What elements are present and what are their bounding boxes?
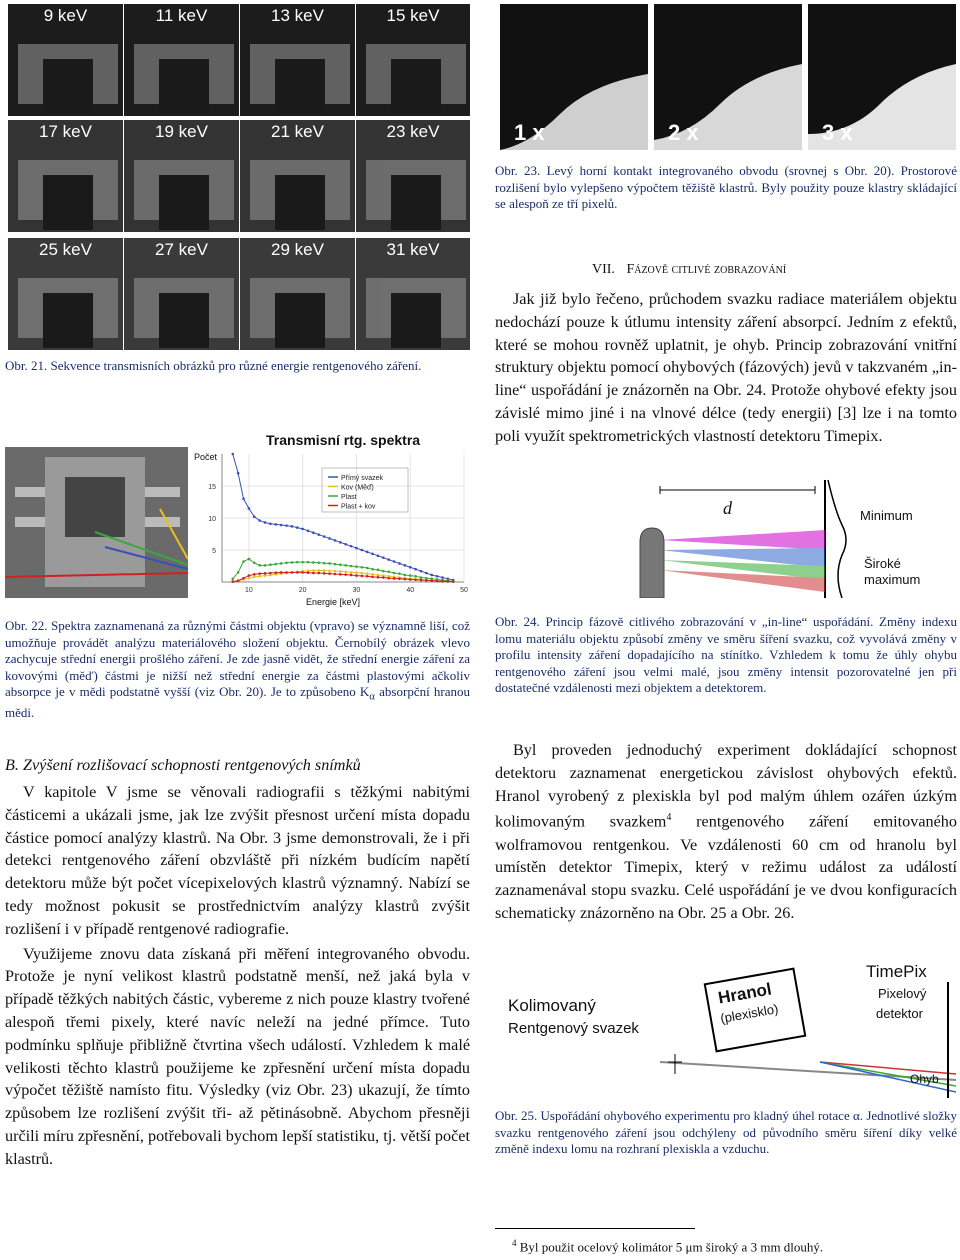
tile-label: 29 keV <box>271 240 324 259</box>
series-point <box>231 453 234 456</box>
series-point <box>404 578 407 581</box>
series-point <box>323 562 326 565</box>
series-point <box>387 570 390 573</box>
series-point <box>350 565 353 568</box>
series-point <box>393 572 396 575</box>
detector-label: detektor <box>876 1006 923 1021</box>
xray-beam-label: Rentgenový svazek <box>508 1020 639 1037</box>
series-point <box>269 572 272 575</box>
legend-label: Plast + kov <box>341 503 376 511</box>
series-point <box>366 575 369 578</box>
series-point <box>339 570 342 573</box>
series-point <box>361 566 364 569</box>
maximum-label-2: maximum <box>864 572 921 587</box>
series-line <box>233 454 453 580</box>
series-point <box>334 570 337 573</box>
experiment-paragraph <box>495 739 957 925</box>
series-point <box>377 554 380 557</box>
series-point <box>242 560 245 563</box>
series-point <box>312 561 315 564</box>
prism-label: Hranol <box>716 979 773 1008</box>
y-tick-label: 10 <box>208 516 216 523</box>
series-point <box>258 564 261 567</box>
series-point <box>398 578 401 581</box>
series-point <box>242 498 245 501</box>
timepix-label: TimePix <box>866 962 927 981</box>
series-point <box>334 573 337 576</box>
series-point <box>452 580 455 583</box>
experiment-text-b: rentgenového záření emitovaného wolframovou rentgenkou. Ve vzdálenosti 60 cm od hranolu byl umístěn detektor Timepix, který v režimu událost za událostí zaznamenával stopu svazku. Celé uspořádání je ve dvou konfiguracích schematicky znázorněno na Obr. 25 a Obr. 26. <box>495 812 957 922</box>
section-title: Fázově citlivé zobrazování <box>626 262 787 277</box>
series-point <box>318 562 321 565</box>
series-point <box>339 563 342 566</box>
series-point <box>339 573 342 576</box>
series-point <box>425 579 428 582</box>
series-point <box>404 574 407 577</box>
series-point <box>307 571 310 574</box>
resolution-label-2x: 2 x <box>668 120 699 145</box>
section-number: VII. <box>592 262 615 277</box>
series-point <box>312 531 315 534</box>
series-point <box>366 567 369 570</box>
legend-label: Kov (Měď) <box>341 484 374 492</box>
pixel-label: Pixelový <box>878 986 927 1001</box>
series-point <box>269 522 272 525</box>
tile-label: 25 keV <box>39 240 92 259</box>
fig21-caption: Obr. 21. Sekvence transmisních obrázků pro různé energie rentgenového záření. <box>5 358 422 373</box>
x-tick-label: 30 <box>352 587 361 594</box>
section-b-paragraph-1: V kapitole V jsme se věnovali radiografii s těžkými nabitými částicemi a ukázali jsme, jak lze zvýšit přesnost určení místa dopadu částice pomocí analýzy klastrů. Na Obr. 3 jsme demonstrovali, že i při detekci rentgenového záření obzvláště při nízkém budícím napětí detektoru může být počet vícepixelových klastrů významný. Nabízí se tedy možnost pokusit se prostřednictvím analýzy klastrů zvýšit rozlišení i v případě rentgenové radiografie. <box>5 783 470 938</box>
series-point <box>414 568 417 571</box>
series-point <box>328 562 331 565</box>
inline-diagram <box>620 470 956 598</box>
tile-label: 9 keV <box>43 6 88 25</box>
series-point <box>339 541 342 544</box>
series-point <box>285 571 288 574</box>
series-point <box>301 561 304 564</box>
series-point <box>382 576 385 579</box>
series-point <box>274 571 277 574</box>
series-point <box>409 566 412 569</box>
series-point <box>398 572 401 575</box>
series-point <box>430 574 433 577</box>
series-point <box>377 574 380 577</box>
series-point <box>371 553 374 556</box>
series-point <box>377 569 380 572</box>
fig25-caption <box>495 1108 957 1158</box>
series-point <box>393 577 396 580</box>
series-point <box>248 574 251 577</box>
series-point <box>280 571 283 574</box>
series-point <box>414 578 417 581</box>
series-point <box>414 575 417 578</box>
series-point <box>296 526 299 529</box>
series-point <box>361 572 364 575</box>
spectra-plot <box>188 430 470 612</box>
series-point <box>253 562 256 565</box>
footnote-ref: 4 <box>666 812 672 824</box>
series-point <box>350 571 353 574</box>
fig24-caption: Obr. 24. Princip fázově citlivého zobrazování v „in-line“ uspořádání. Změny indexu lomu materiálu objektu způsobí změny ve směru šíření svazku, což vyvolává změny v profilu intensity záření dopadajícího na stínítko. Vzhledem k tomu že úhly ohybu rentgenového záření jsou velmi malé, jsou změny intensit pozorovatelné jen při dostatečné vzdálenosti mezi objektem a detektorem. <box>495 614 957 695</box>
x-tick-label: 50 <box>460 587 468 594</box>
series-point <box>264 572 267 575</box>
series-point <box>248 558 251 561</box>
series-point <box>420 579 423 582</box>
footnote <box>512 1238 823 1255</box>
series-point <box>296 561 299 564</box>
experiment-text-a: Byl proveden jednoduchý experiment dokládající schopnost detektoru zaznamenat energetickou závislost ohybových efektů. Hranol vyrobený z plexiskla byl pod malým úhlem ozářen úzkým kolimovaným svazkem <box>495 741 957 831</box>
series-point <box>436 580 439 583</box>
series-point <box>355 571 358 574</box>
x-tick-label: 20 <box>298 587 307 594</box>
series-point <box>382 570 385 573</box>
legend-label: Přímý svazek <box>341 475 384 482</box>
series-point <box>264 574 267 577</box>
x-tick-label: 10 <box>244 587 253 594</box>
series-point <box>350 574 353 577</box>
x-tick-label: 40 <box>406 587 415 594</box>
tile-label: 31 keV <box>386 240 440 259</box>
maximum-label-1: Široké <box>864 556 901 571</box>
tile-label: 13 keV <box>271 6 324 25</box>
legend-label: Plast <box>341 494 357 501</box>
series-point <box>323 569 326 572</box>
series-point <box>301 528 304 531</box>
series-point <box>307 561 310 564</box>
diffraction-label: Ohyb <box>910 1072 939 1086</box>
series-point <box>430 579 433 582</box>
series-point <box>420 570 423 573</box>
series-point <box>366 572 369 575</box>
series-point <box>371 568 374 571</box>
series-point <box>318 533 321 536</box>
series-point <box>409 574 412 577</box>
series-point <box>280 524 283 527</box>
series-point <box>237 579 240 582</box>
series-point <box>344 570 347 573</box>
fig25-caption-alpha: α <box>852 1108 860 1123</box>
section-b-heading: B. Zvýšení rozlišovací schopnosti rentgenových snímků <box>5 756 361 774</box>
series-point <box>307 530 310 533</box>
series-point <box>355 565 358 568</box>
series-point <box>253 573 256 576</box>
fig22-caption-sub: α <box>369 690 375 703</box>
fig25-caption-a: Obr. 25. Uspořádání ohybového experimentu pro kladný úhel rotace <box>495 1108 853 1123</box>
series-point <box>366 551 369 554</box>
series-point <box>361 575 364 578</box>
series-point <box>291 525 294 528</box>
tile-label: 11 keV <box>155 6 208 25</box>
tile-label: 21 keV <box>271 122 324 141</box>
series-point <box>409 578 412 581</box>
series-point <box>269 563 272 566</box>
section-vii-paragraph: Jak již bylo řečeno, průchodem svazku radiace materiálem objektu nedochází pouze k útlumu intensity záření absorpcí. Jedním z efektů, které se mohou rovněž uplatnit, je ohyb. Princip zobrazování vnitřní struktury objektu pomocí ohybových (fázových) jevů v takzvaném „in-line“ uspořádání je znázorněn na Obr. 24. Protože ohybové efekty jsou závislé mimo jiné i na vlnové délce (tedy energii) [3] lze i na tomto poli využít spektrometrických vlastností detektoru Timepix. <box>495 290 957 445</box>
series-point <box>318 572 321 575</box>
series-point <box>291 571 294 574</box>
fig22-caption-prefix: Obr. 22. Spektra zaznamenaná za různými částmi objektu (vpravo) se významně liší, což umožňuje provádět analýzu materiálového složení objektu. Černobílý obrázek vlevo zachycuje střední energii prošlého záření. Je zde jasně vidět, že střední energie záření za kovovými (měď) částmi je nižší než střední energie za částmi plastovými ačkoliv absorpce je v mědi podstatně vyšší (viz Obr. 20). Je to způsobeno K <box>5 618 470 699</box>
fig23-caption: Obr. 23. Levý horní kontakt integrovaného obvodu (srovnej s Obr. 20). Prostorové rozlišení bylo vylepšeno výpočtem těžiště klastrů. Byly použity pouze klastry skládající se alespoň ze tří pixelů. <box>495 163 957 211</box>
plexiglass-label: (plexisklo) <box>719 1001 780 1026</box>
fig25-caption-b: . Jednotlivé složky svazku rentgenového záření jsou odchýleny od původního směru šíření díky velké změně indexu lomu na rozhraní plexiskla a vzduchu. <box>495 1108 957 1156</box>
tile-label: 23 keV <box>386 122 440 141</box>
resolution-label-1x: 1 x <box>514 120 545 145</box>
series-point <box>231 578 234 581</box>
series-point <box>274 523 277 526</box>
series-point <box>355 574 358 577</box>
series-point <box>248 577 251 580</box>
tile-label: 15 keV <box>386 6 440 25</box>
mean-energy-image <box>5 447 188 598</box>
series-point <box>447 580 450 583</box>
resolution-images <box>500 4 956 150</box>
series-point <box>382 556 385 559</box>
tile-label: 17 keV <box>39 122 92 141</box>
series-point <box>328 537 331 540</box>
spectra-chart <box>188 430 470 612</box>
footnote-mark: 4 <box>512 1238 517 1248</box>
collimated-label: Kolimovaný <box>508 996 596 1015</box>
series-point <box>350 545 353 548</box>
series-point <box>393 560 396 563</box>
footnote-rule <box>495 1228 695 1229</box>
section-vii-heading <box>592 262 892 278</box>
series-point <box>323 535 326 538</box>
fig22-caption-suffix: absorpční hranou mědi. <box>5 684 470 721</box>
series-point <box>404 564 407 567</box>
series-point <box>242 577 245 580</box>
series-point <box>274 563 277 566</box>
series-point <box>387 577 390 580</box>
series-point <box>425 577 428 580</box>
resolution-label-3x: 3 x <box>822 120 853 145</box>
series-point <box>253 515 256 518</box>
energy-tiles-figure <box>8 4 470 350</box>
series-point <box>264 564 267 567</box>
series-point <box>291 561 294 564</box>
y-tick-label: 15 <box>208 484 216 491</box>
series-point <box>318 569 321 572</box>
chip-pattern-overlay <box>8 4 470 350</box>
series-point <box>312 572 315 575</box>
series-point <box>328 572 331 575</box>
series-point <box>436 575 439 578</box>
series-point <box>361 549 364 552</box>
series-point <box>285 562 288 565</box>
experiment-diagram <box>500 962 956 1098</box>
tile-label: 19 keV <box>155 122 208 141</box>
series-point <box>248 507 251 510</box>
chart-title: Transmisní rtg. spektra <box>266 432 421 448</box>
series-point <box>264 521 267 524</box>
series-point <box>420 576 423 579</box>
series-point <box>441 580 444 583</box>
series-point <box>296 571 299 574</box>
section-b <box>5 756 470 1173</box>
series-point <box>312 569 315 572</box>
distance-label: d <box>723 498 732 518</box>
series-point <box>258 572 261 575</box>
series-point <box>237 472 240 475</box>
series-point <box>355 547 358 550</box>
series-point <box>253 576 256 579</box>
chart-ylabel: Počet <box>194 452 218 462</box>
fig22-caption <box>5 618 470 722</box>
series-point <box>334 539 337 542</box>
series-point <box>323 572 326 575</box>
series-point <box>344 573 347 576</box>
series-point <box>398 562 401 565</box>
series-point <box>344 543 347 546</box>
minimum-label: Minimum <box>860 508 913 523</box>
series-point <box>334 563 337 566</box>
series-point <box>441 576 444 579</box>
mean-energy-chip <box>5 447 188 598</box>
section-b-paragraph-2: Využijeme znovu data získaná při měření integrovaného obvodu. Protože je nyní velikost klastrů podstatně menší, než jaká byla v případě těžkých nabitých částic, vybereme z nich pouze klastry tvořené alespoň třemi pixely, které navíc neleží na jedné přímce. Tuto podmínku splňuje přibližně čtvrtina všech událostí. Vzhledem k malé velikosti těchto klastrů použijeme ke zpřesnění určení místa dopadu výpočet těžiště namísto fitu. Výsledky (viz Obr. 23) ukazují, že tímto způsobem lze rozlišení zvýšit tři- až pětinásobně. Abychom přesněji určili míru zpřesnění, potřebovali bychom lepší statistiku, tj. větší počet klastrů. <box>5 944 470 1168</box>
series-point <box>425 572 428 575</box>
series-point <box>344 564 347 567</box>
series-point <box>258 519 261 522</box>
series-point <box>237 571 240 574</box>
chart-xlabel: Energie [keV] <box>306 597 361 607</box>
series-point <box>258 575 261 578</box>
series-point <box>387 558 390 561</box>
series-point <box>285 524 288 527</box>
tile-label: 27 keV <box>155 240 208 259</box>
series-point <box>371 573 374 576</box>
series-point <box>328 570 331 573</box>
series-point <box>371 576 374 579</box>
footnote-text: Byl použit ocelový kolimátor 5 μm široký a 3 mm dlouhý. <box>516 1239 824 1255</box>
series-point <box>231 580 234 583</box>
series-point <box>280 562 283 565</box>
y-tick-label: 5 <box>212 548 216 555</box>
resolution-figure <box>500 4 956 150</box>
series-point <box>377 576 380 579</box>
series-point <box>301 571 304 574</box>
